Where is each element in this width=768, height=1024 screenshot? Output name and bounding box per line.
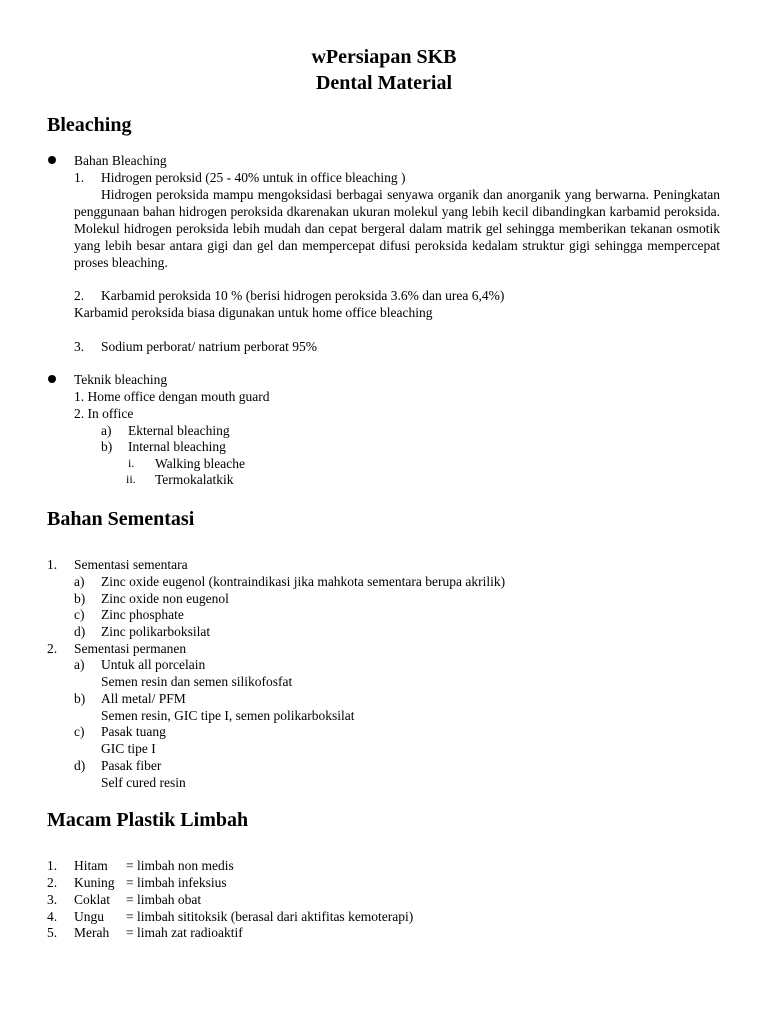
- list-number: 1.: [47, 557, 58, 572]
- plastik-desc: = limbah infeksius: [126, 875, 227, 890]
- list-letter: b): [101, 439, 113, 454]
- teknik-bleaching-label: Teknik bleaching: [74, 372, 168, 387]
- list-letter: a): [101, 423, 112, 438]
- list-item-zinc-phosphate: Zinc phosphate: [101, 607, 184, 622]
- list-item-sodium-perborat: Sodium perborat/ natrium perborat 95%: [101, 339, 317, 354]
- list-letter: a): [74, 657, 85, 672]
- list-number: 2.: [47, 641, 58, 656]
- list-item-all-metal-pfm: All metal/ PFM: [101, 691, 186, 706]
- list-item-hidrogen-peroksid: Hidrogen peroksid (25 - 40% untuk in office bleaching ): [101, 170, 406, 185]
- plastik-desc: = limbah obat: [126, 892, 202, 907]
- plastik-desc: = limbah non medis: [126, 858, 234, 873]
- list-item-zinc-polikarboksilat: Zinc polikarboksilat: [101, 624, 211, 639]
- list-item-ekternal-bleaching: Ekternal bleaching: [128, 423, 230, 438]
- list-item-pasak-fiber: Pasak fiber: [101, 758, 162, 773]
- plastik-desc: = limah zat radioaktif: [126, 925, 243, 940]
- list-item-detail: GIC tipe I: [101, 741, 156, 756]
- list-letter: d): [74, 758, 86, 773]
- bullet-icon: [48, 375, 56, 383]
- list-item-untuk-all-porcelain: Untuk all porcelain: [101, 657, 206, 672]
- list-number: 5.: [47, 925, 58, 940]
- plastik-color-hitam: Hitam: [74, 858, 108, 873]
- section-heading-plastik-limbah: Macam Plastik Limbah: [47, 809, 249, 831]
- bullet-icon: [48, 156, 56, 164]
- list-item-walking-bleache: Walking bleache: [155, 456, 245, 471]
- list-item-internal-bleaching: Internal bleaching: [128, 439, 226, 454]
- plastik-color-coklat: Coklat: [74, 892, 110, 907]
- plastik-color-kuning: Kuning: [74, 875, 115, 890]
- list-number: 2.: [74, 288, 85, 303]
- list-number: 2.: [47, 875, 58, 890]
- list-item-karbamid-peroksida: Karbamid peroksida 10 % (berisi hidrogen peroksida 3.6% dan urea 6,4%): [101, 288, 505, 303]
- list-item-zinc-oxide-non-eugenol: Zinc oxide non eugenol: [101, 591, 229, 606]
- list-item-in-office: 2. In office: [74, 406, 134, 421]
- document-title-line2: Dental Material: [315, 72, 453, 94]
- list-letter: b): [74, 591, 86, 606]
- list-number: 3.: [47, 892, 58, 907]
- list-item-detail: Semen resin, GIC tipe I, semen polikarboksilat: [101, 708, 355, 723]
- list-roman: i.: [128, 456, 135, 470]
- plastik-color-merah: Merah: [74, 925, 110, 940]
- list-letter: a): [74, 574, 85, 589]
- section-heading-sementasi: Bahan Sementasi: [47, 508, 195, 530]
- list-item-pasak-tuang: Pasak tuang: [101, 724, 166, 739]
- list-number: 3.: [74, 339, 85, 354]
- list-letter: d): [74, 624, 86, 639]
- list-letter: c): [74, 607, 85, 622]
- list-item-termokalatkik: Termokalatkik: [155, 472, 234, 487]
- section-heading-bleaching: Bleaching: [47, 114, 132, 136]
- list-roman: ii.: [126, 472, 136, 486]
- plastik-desc: = limbah sititoksik (berasal dari aktifitas kemoterapi): [126, 909, 414, 924]
- list-item-detail: Semen resin dan semen silikofosfat: [101, 674, 293, 689]
- list-item-sementasi-sementara: Sementasi sementara: [74, 557, 188, 572]
- list-item-home-office: 1. Home office dengan mouth guard: [74, 389, 270, 404]
- list-number: 4.: [47, 909, 58, 924]
- paragraph-hidrogen-peroksida: Hidrogen peroksida mampu mengoksidasi berbagai senyawa organik dan anorganik yang berwarna. Peningkatan penggunaan bahan hidrogen peroksida dkarenakan ukuran molekul yang lebih kecil dibandingkan karbamid peroksida. Molekul hidrogen peroksida lebih mudah dan cepat bergeral dalam matrik gel sehingga memberikan tekanan osmotik yang lebih besar antara gigi dan gel dan mempercepat difusi peroksida kedalam struktur gigi sehingga mempercepat proses bleaching.: [74, 187, 720, 270]
- list-letter: c): [74, 724, 85, 739]
- list-letter: b): [74, 691, 86, 706]
- plastik-color-ungu: Ungu: [74, 909, 104, 924]
- bahan-bleaching-label: Bahan Bleaching: [74, 153, 167, 168]
- list-item-zinc-oxide-eugenol: Zinc oxide eugenol (kontraindikasi jika mahkota sementara berupa akrilik): [101, 574, 506, 589]
- paragraph-karbamid-peroksida: Karbamid peroksida biasa digunakan untuk home office bleaching: [74, 305, 433, 320]
- list-number: 1.: [74, 170, 85, 185]
- list-number: 1.: [47, 858, 58, 873]
- document-title-line1: wPersiapan SKB: [311, 46, 457, 68]
- list-item-sementasi-permanen: Sementasi permanen: [74, 641, 187, 656]
- list-item-detail: Self cured resin: [101, 775, 186, 790]
